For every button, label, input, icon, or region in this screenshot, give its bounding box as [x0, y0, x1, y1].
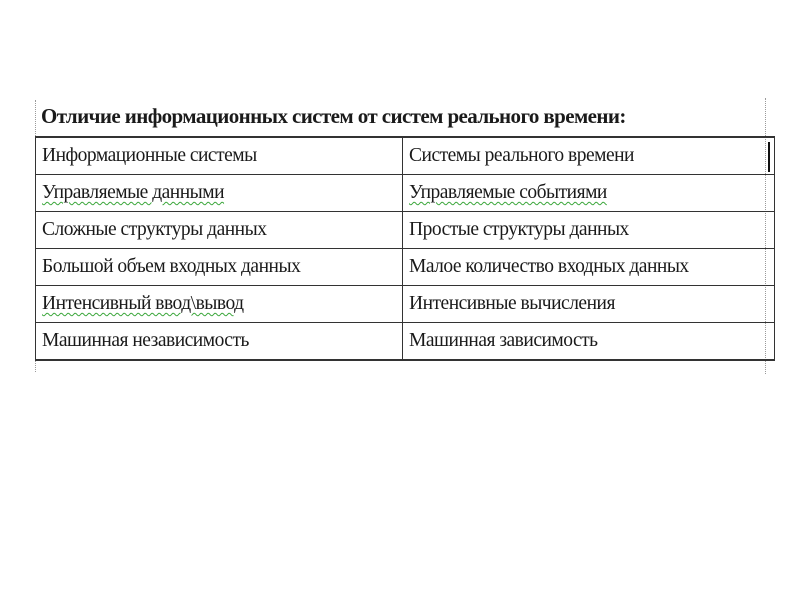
table-cell[interactable]: Большой объем входных данных: [36, 249, 403, 286]
table-row: [36, 323, 775, 361]
table-cell[interactable]: Простые структуры данных: [403, 212, 775, 249]
table-row: [36, 249, 775, 286]
cell-text: Интенсивный ввод\вывод: [42, 293, 244, 314]
table-row: [36, 286, 775, 323]
table-row: [36, 137, 775, 175]
table-row: [36, 175, 775, 212]
table-cell[interactable]: Информационные системы: [36, 137, 403, 175]
table-cell[interactable]: [403, 175, 775, 212]
table-cell[interactable]: Интенсивные вычисления: [403, 286, 775, 323]
cell-text: Управляемые событиями: [409, 182, 607, 203]
cell-text: Управляемые данными: [42, 182, 225, 203]
comparison-table: [35, 136, 775, 361]
table-cell[interactable]: Системы реального времени: [403, 137, 775, 175]
table-cell[interactable]: Машинная зависимость: [403, 323, 775, 361]
table-cell[interactable]: Сложные структуры данных: [36, 212, 403, 249]
table-cell[interactable]: [36, 286, 403, 323]
table-cell[interactable]: Машинная независимость: [36, 323, 403, 361]
table-cell[interactable]: Малое количество входных данных: [403, 249, 775, 286]
table-cell[interactable]: [36, 175, 403, 212]
table-row: [36, 212, 775, 249]
document-heading: Отличие информационных систем от систем реального времени:: [41, 104, 626, 128]
